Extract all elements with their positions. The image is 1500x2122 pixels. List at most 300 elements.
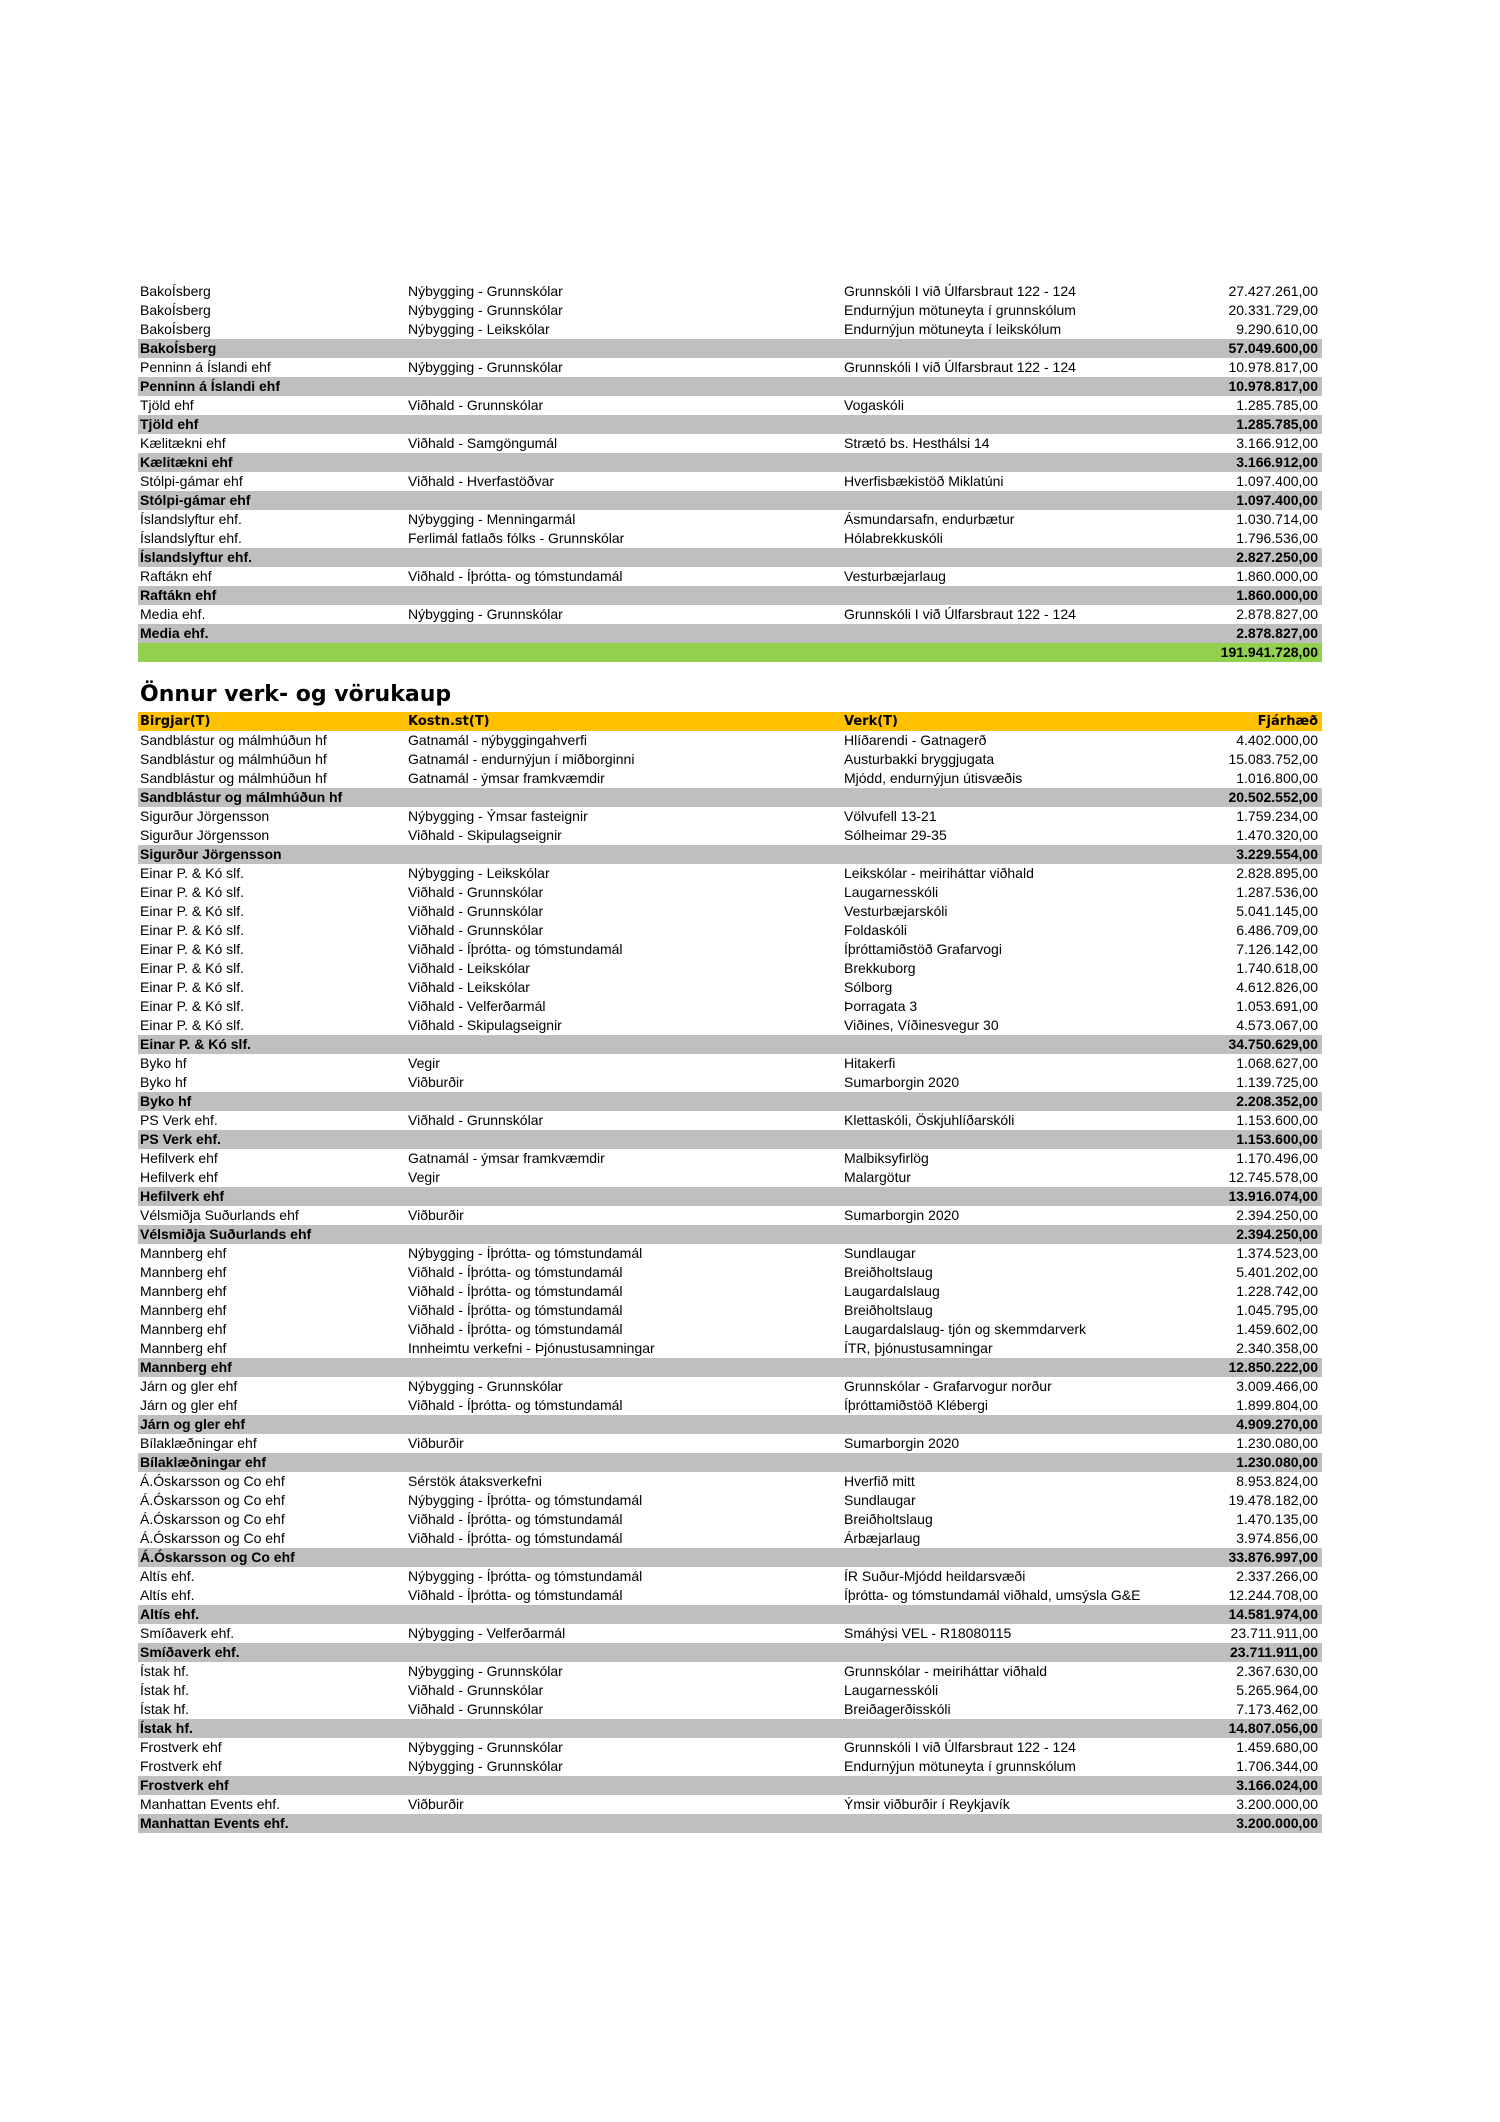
- subtotal-row: [138, 586, 1322, 605]
- amount-cell: 4.573.067,00: [1236, 1017, 1318, 1033]
- cost-center-cell: Viðhald - Íþrótta- og tómstundamál: [408, 1530, 623, 1546]
- project-cell: Malargötur: [844, 1169, 911, 1185]
- supplier-cell: Mannberg ehf: [140, 1302, 227, 1318]
- cost-center-cell: Viðhald - Grunnskólar: [408, 1701, 544, 1717]
- cost-center-cell: Innheimtu verkefni - Þjónustusamningar: [408, 1340, 655, 1356]
- amount-cell: 20.331.729,00: [1228, 302, 1318, 318]
- subtotal-row: [138, 845, 1322, 864]
- supplier-cell: Íslandslyftur ehf.: [140, 530, 242, 546]
- amount-cell: 4.612.826,00: [1236, 979, 1318, 995]
- supplier-cell: Einar P. & Kó slf.: [140, 903, 245, 919]
- table-row: [138, 1700, 1322, 1719]
- amount-cell: 2.208.352,00: [1236, 1093, 1318, 1109]
- supplier-cell: BakoÍsberg: [140, 340, 217, 356]
- supplier-cell: Einar P. & Kó slf.: [140, 884, 245, 900]
- amount-cell: 191.941.728,00: [1220, 644, 1318, 660]
- project-cell: Hlíðarendi - Gatnagerð: [844, 732, 987, 748]
- table-row: [138, 769, 1322, 788]
- supplier-cell: BakoÍsberg: [140, 302, 211, 318]
- amount-cell: 5.265.964,00: [1236, 1682, 1318, 1698]
- project-cell: Grunnskóli I við Úlfarsbraut 122 - 124: [844, 359, 1076, 375]
- subtotal-row: [138, 1814, 1322, 1833]
- amount-cell: 2.878.827,00: [1236, 606, 1318, 622]
- subtotal-row: [138, 548, 1322, 567]
- table-row: [138, 320, 1322, 339]
- supplier-cell: Mannberg ehf: [140, 1359, 232, 1375]
- cost-center-cell: Viðburðir: [408, 1074, 464, 1090]
- supplier-cell: Bílaklæðningar ehf: [140, 1454, 267, 1470]
- subtotal-row: [138, 1415, 1322, 1434]
- amount-cell: 1.740.618,00: [1236, 960, 1318, 976]
- supplier-cell: BakoÍsberg: [140, 283, 211, 299]
- amount-cell: 4.909.270,00: [1236, 1416, 1318, 1432]
- supplier-cell: BakoÍsberg: [140, 321, 211, 337]
- amount-cell: 1.097.400,00: [1236, 492, 1318, 508]
- header-supplier: Birgjar(T): [140, 714, 211, 729]
- section-title: Önnur verk- og vörukaup: [140, 682, 452, 707]
- cost-center-cell: Nýbygging - Ýmsar fasteignir: [408, 808, 588, 824]
- supplier-cell: Stólpi-gámar ehf: [140, 492, 251, 508]
- cost-center-cell: Nýbygging - Grunnskólar: [408, 302, 563, 318]
- project-cell: Laugarnesskóli: [844, 884, 939, 900]
- amount-cell: 12.244.708,00: [1228, 1587, 1318, 1603]
- supplier-cell: Tjöld ehf: [140, 397, 194, 413]
- supplier-cell: Bílaklæðningar ehf: [140, 1435, 257, 1451]
- subtotal-row: [138, 788, 1322, 807]
- subtotal-row: [138, 1358, 1322, 1377]
- amount-cell: 1.287.536,00: [1236, 884, 1318, 900]
- table-row: [138, 1396, 1322, 1415]
- table-row: [138, 959, 1322, 978]
- table-row: [138, 472, 1322, 491]
- supplier-cell: Ístak hf.: [140, 1682, 190, 1698]
- table-1: [138, 282, 1322, 662]
- supplier-cell: Á.Óskarsson og Co ehf: [140, 1530, 285, 1546]
- amount-cell: 5.401.202,00: [1236, 1264, 1318, 1280]
- project-cell: Laugarnesskóli: [844, 1682, 939, 1698]
- table-row: [138, 282, 1322, 301]
- cost-center-cell: Nýbygging - Grunnskólar: [408, 283, 563, 299]
- subtotal-row: [138, 1776, 1322, 1795]
- supplier-cell: PS Verk ehf.: [140, 1112, 218, 1128]
- cost-center-cell: Viðhald - Samgöngumál: [408, 435, 558, 451]
- project-cell: Íþróttamiðstöð Grafarvogi: [844, 941, 1002, 957]
- table-row: [138, 396, 1322, 415]
- cost-center-cell: Viðhald - Grunnskólar: [408, 884, 544, 900]
- cost-center-cell: Viðhald - Íþrótta- og tómstundamál: [408, 1511, 623, 1527]
- supplier-cell: Járn og gler ehf: [140, 1416, 246, 1432]
- cost-center-cell: Nýbygging - Leikskólar: [408, 865, 550, 881]
- project-cell: Hverfið mitt: [844, 1473, 915, 1489]
- amount-cell: 10.978.817,00: [1228, 378, 1318, 394]
- amount-cell: 1.285.785,00: [1236, 397, 1318, 413]
- cost-center-cell: Vegir: [408, 1055, 440, 1071]
- amount-cell: 1.459.602,00: [1236, 1321, 1318, 1337]
- cost-center-cell: Nýbygging - Grunnskólar: [408, 606, 563, 622]
- table-row: [138, 1016, 1322, 1035]
- amount-cell: 23.711.911,00: [1230, 1644, 1318, 1660]
- supplier-cell: Á.Óskarsson og Co ehf: [140, 1549, 295, 1565]
- project-cell: Grunnskóli I við Úlfarsbraut 122 - 124: [844, 1739, 1076, 1755]
- project-cell: Grunnskóli I við Úlfarsbraut 122 - 124: [844, 606, 1076, 622]
- supplier-cell: Hefilverk ehf: [140, 1150, 218, 1166]
- supplier-cell: Mannberg ehf: [140, 1245, 227, 1261]
- table-row: [138, 997, 1322, 1016]
- project-cell: ÍR Suður-Mjódd heildarsvæði: [844, 1568, 1026, 1584]
- project-cell: Viðines, Víðinesvegur 30: [844, 1017, 999, 1033]
- cost-center-cell: Nýbygging - Íþrótta- og tómstundamál: [408, 1568, 643, 1584]
- amount-cell: 1.016.800,00: [1236, 770, 1318, 786]
- subtotal-row: [138, 377, 1322, 396]
- table-row: [138, 1586, 1322, 1605]
- amount-cell: 2.394.250,00: [1236, 1207, 1318, 1223]
- header-project: Verk(T): [844, 714, 898, 729]
- supplier-cell: Einar P. & Kó slf.: [140, 979, 245, 995]
- amount-cell: 15.083.752,00: [1228, 751, 1318, 767]
- amount-cell: 1.068.627,00: [1236, 1055, 1318, 1071]
- table-row: [138, 1491, 1322, 1510]
- supplier-cell: Ístak hf.: [140, 1720, 193, 1736]
- cost-center-cell: Viðhald - Grunnskólar: [408, 903, 544, 919]
- supplier-cell: Smíðaverk ehf.: [140, 1644, 240, 1660]
- table-row: [138, 1472, 1322, 1491]
- cost-center-cell: Nýbygging - Menningarmál: [408, 511, 576, 527]
- project-cell: Hverfisbækistöð Miklatúni: [844, 473, 1004, 489]
- project-cell: Sólheimar 29-35: [844, 827, 947, 843]
- amount-cell: 1.374.523,00: [1236, 1245, 1318, 1261]
- supplier-cell: Kælitækni ehf: [140, 435, 226, 451]
- project-cell: Ásmundarsafn, endurbætur: [844, 511, 1015, 527]
- table-row: [138, 1795, 1322, 1814]
- cost-center-cell: Nýbygging - Grunnskólar: [408, 359, 563, 375]
- project-cell: Sumarborgin 2020: [844, 1207, 960, 1223]
- project-cell: Hólabrekkuskóli: [844, 530, 943, 546]
- table-row: [138, 1073, 1322, 1092]
- table-row: [138, 807, 1322, 826]
- project-cell: Brekkuborg: [844, 960, 916, 976]
- supplier-cell: Mannberg ehf: [140, 1283, 227, 1299]
- project-cell: Sundlaugar: [844, 1245, 916, 1261]
- supplier-cell: Altís ehf.: [140, 1587, 195, 1603]
- amount-cell: 12.850.222,00: [1228, 1359, 1318, 1375]
- table-row: [138, 1567, 1322, 1586]
- amount-cell: 2.827.250,00: [1236, 549, 1318, 565]
- amount-cell: 14.581.974,00: [1228, 1606, 1318, 1622]
- header-amount: Fjárhæð: [1257, 714, 1318, 729]
- amount-cell: 1.139.725,00: [1236, 1074, 1318, 1090]
- amount-cell: 20.502.552,00: [1228, 789, 1318, 805]
- amount-cell: 2.337.266,00: [1236, 1568, 1318, 1584]
- cost-center-cell: Viðhald - Íþrótta- og tómstundamál: [408, 1587, 623, 1603]
- amount-cell: 1.860.000,00: [1236, 587, 1318, 603]
- amount-cell: 1.860.000,00: [1236, 568, 1318, 584]
- amount-cell: 1.230.080,00: [1236, 1454, 1318, 1470]
- supplier-cell: Sigurður Jörgensson: [140, 808, 270, 824]
- cost-center-cell: Nýbygging - Íþrótta- og tómstundamál: [408, 1245, 643, 1261]
- table-row: [138, 902, 1322, 921]
- supplier-cell: Sandblástur og málmhúðun hf: [140, 732, 327, 748]
- project-cell: Endurnýjun mötuneyta í grunnskólum: [844, 302, 1076, 318]
- amount-cell: 3.200.000,00: [1236, 1815, 1318, 1831]
- subtotal-row: [138, 453, 1322, 472]
- amount-cell: 1.459.680,00: [1236, 1739, 1318, 1755]
- amount-cell: 1.053.691,00: [1236, 998, 1318, 1014]
- cost-center-cell: Gatnamál - ýmsar framkvæmdir: [408, 1150, 605, 1166]
- table-row: [138, 1624, 1322, 1643]
- amount-cell: 1.706.344,00: [1236, 1758, 1318, 1774]
- cost-center-cell: Viðhald - Íþrótta- og tómstundamál: [408, 568, 623, 584]
- project-cell: Smáhýsi VEL - R18080115: [844, 1625, 1012, 1641]
- cost-center-cell: Viðhald - Grunnskólar: [408, 922, 544, 938]
- supplier-cell: Ístak hf.: [140, 1701, 190, 1717]
- supplier-cell: Járn og gler ehf: [140, 1397, 238, 1413]
- amount-cell: 10.978.817,00: [1228, 359, 1318, 375]
- supplier-cell: Sandblástur og málmhúðun hf: [140, 770, 327, 786]
- table-row: [138, 1282, 1322, 1301]
- project-cell: Grunnskóli I við Úlfarsbraut 122 - 124: [844, 283, 1076, 299]
- cost-center-cell: Viðhald - Leikskólar: [408, 979, 530, 995]
- project-cell: Laugardalslaug- tjón og skemmdarverk: [844, 1321, 1087, 1337]
- project-cell: Völvufell 13-21: [844, 808, 937, 824]
- cost-center-cell: Viðhald - Íþrótta- og tómstundamál: [408, 1283, 623, 1299]
- subtotal-row: [138, 1453, 1322, 1472]
- subtotal-row: [138, 624, 1322, 643]
- cost-center-cell: Nýbygging - Grunnskólar: [408, 1378, 563, 1394]
- table-row: [138, 1510, 1322, 1529]
- table-row: [138, 529, 1322, 548]
- subtotal-row: [138, 491, 1322, 510]
- cost-center-cell: Viðhald - Íþrótta- og tómstundamál: [408, 1397, 623, 1413]
- cost-center-cell: Sérstök átaksverkefni: [408, 1473, 542, 1489]
- project-cell: Þorragata 3: [844, 998, 918, 1014]
- table-row: [138, 921, 1322, 940]
- table-row: [138, 940, 1322, 959]
- supplier-cell: Sigurður Jörgensson: [140, 846, 282, 862]
- table-row: [138, 1149, 1322, 1168]
- amount-cell: 23.711.911,00: [1230, 1625, 1318, 1641]
- project-cell: Árbæjarlaug: [844, 1530, 921, 1546]
- subtotal-row: [138, 1719, 1322, 1738]
- table-row: [138, 510, 1322, 529]
- supplier-cell: Íslandslyftur ehf.: [140, 549, 253, 565]
- cost-center-cell: Vegir: [408, 1169, 440, 1185]
- cost-center-cell: Viðhald - Skipulagseignir: [408, 1017, 562, 1033]
- project-cell: Endurnýjun mötuneyta í grunnskólum: [844, 1758, 1076, 1774]
- supplier-cell: Byko hf: [140, 1055, 187, 1071]
- amount-cell: 1.470.135,00: [1236, 1511, 1318, 1527]
- table-row: [138, 1244, 1322, 1263]
- supplier-cell: Raftákn ehf: [140, 568, 212, 584]
- amount-cell: 2.367.630,00: [1236, 1663, 1318, 1679]
- amount-cell: 3.009.466,00: [1236, 1378, 1318, 1394]
- amount-cell: 1.045.795,00: [1236, 1302, 1318, 1318]
- supplier-cell: Kælitækni ehf: [140, 454, 233, 470]
- amount-cell: 1.899.804,00: [1236, 1397, 1318, 1413]
- amount-cell: 14.807.056,00: [1228, 1720, 1318, 1736]
- table-row: [138, 1263, 1322, 1282]
- supplier-cell: Hefilverk ehf: [140, 1188, 225, 1204]
- table-row: [138, 1320, 1322, 1339]
- amount-cell: 4.402.000,00: [1236, 732, 1318, 748]
- supplier-cell: Frostverk ehf: [140, 1777, 229, 1793]
- supplier-cell: Hefilverk ehf: [140, 1169, 218, 1185]
- supplier-cell: Á.Óskarsson og Co ehf: [140, 1492, 285, 1508]
- amount-cell: 1.030.714,00: [1236, 511, 1318, 527]
- table-row: [138, 1339, 1322, 1358]
- table-row: [138, 1662, 1322, 1681]
- project-cell: Íþróttamiðstöð Klébergi: [844, 1397, 988, 1413]
- table-row: [138, 1738, 1322, 1757]
- cost-center-cell: Ferlimál fatlaðs fólks - Grunnskólar: [408, 530, 625, 546]
- amount-cell: 8.953.824,00: [1236, 1473, 1318, 1489]
- amount-cell: 1.097.400,00: [1236, 473, 1318, 489]
- supplier-cell: Járn og gler ehf: [140, 1378, 238, 1394]
- table-row: [138, 1168, 1322, 1187]
- project-cell: Grunnskólar - meiriháttar viðhald: [844, 1663, 1048, 1679]
- supplier-cell: Einar P. & Kó slf.: [140, 998, 245, 1014]
- supplier-cell: Mannberg ehf: [140, 1321, 227, 1337]
- table-row: [138, 883, 1322, 902]
- supplier-cell: Einar P. & Kó slf.: [140, 941, 245, 957]
- amount-cell: 3.229.554,00: [1236, 846, 1318, 862]
- project-cell: Hitakerfi: [844, 1055, 896, 1071]
- amount-cell: 1.228.742,00: [1236, 1283, 1318, 1299]
- project-cell: Vesturbæjarlaug: [844, 568, 946, 584]
- cost-center-cell: Viðhald - Skipulagseignir: [408, 827, 562, 843]
- supplier-cell: Byko hf: [140, 1093, 192, 1109]
- project-cell: Vesturbæjarskóli: [844, 903, 948, 919]
- project-cell: Breiðholtslaug: [844, 1264, 933, 1280]
- subtotal-row: [138, 1187, 1322, 1206]
- table-row: [138, 731, 1322, 750]
- supplier-cell: Vélsmiðja Suðurlands ehf: [140, 1226, 312, 1242]
- subtotal-row: [138, 1605, 1322, 1624]
- amount-cell: 5.041.145,00: [1236, 903, 1318, 919]
- supplier-cell: Frostverk ehf: [140, 1758, 222, 1774]
- table-row: [138, 1206, 1322, 1225]
- amount-cell: 1.230.080,00: [1236, 1435, 1318, 1451]
- cost-center-cell: Viðhald - Grunnskólar: [408, 1112, 544, 1128]
- supplier-cell: Byko hf: [140, 1074, 187, 1090]
- amount-cell: 33.876.997,00: [1228, 1549, 1318, 1565]
- subtotal-row: [138, 1092, 1322, 1111]
- amount-cell: 1.170.496,00: [1236, 1150, 1318, 1166]
- supplier-cell: PS Verk ehf.: [140, 1131, 221, 1147]
- project-cell: Sumarborgin 2020: [844, 1074, 960, 1090]
- project-cell: Mjódd, endurnýjun útisvæðis: [844, 770, 1023, 786]
- cost-center-cell: Nýbygging - Velferðarmál: [408, 1625, 566, 1641]
- supplier-cell: Einar P. & Kó slf.: [140, 1036, 251, 1052]
- amount-cell: 13.916.074,00: [1228, 1188, 1318, 1204]
- supplier-cell: Altís ehf.: [140, 1606, 200, 1622]
- supplier-cell: Einar P. & Kó slf.: [140, 1017, 245, 1033]
- cost-center-cell: Viðhald - Hverfastöðvar: [408, 473, 555, 489]
- cost-center-cell: Viðhald - Íþrótta- og tómstundamál: [408, 1264, 623, 1280]
- amount-cell: 3.166.912,00: [1236, 435, 1318, 451]
- cost-center-cell: Gatnamál - nýbyggingahverfi: [408, 732, 587, 748]
- table-row: [138, 978, 1322, 997]
- amount-cell: 27.427.261,00: [1228, 283, 1318, 299]
- amount-cell: 3.974.856,00: [1236, 1530, 1318, 1546]
- project-cell: ÍTR, þjónustusamningar: [844, 1340, 993, 1356]
- amount-cell: 1.153.600,00: [1236, 1131, 1318, 1147]
- amount-cell: 34.750.629,00: [1228, 1036, 1318, 1052]
- project-cell: Sólborg: [844, 979, 893, 995]
- amount-cell: 7.126.142,00: [1236, 941, 1318, 957]
- subtotal-row: [138, 1130, 1322, 1149]
- amount-cell: 1.796.536,00: [1236, 530, 1318, 546]
- supplier-cell: Altís ehf.: [140, 1568, 195, 1584]
- supplier-cell: Manhattan Events ehf.: [140, 1815, 289, 1831]
- amount-cell: 2.340.358,00: [1236, 1340, 1318, 1356]
- supplier-cell: Media ehf.: [140, 606, 206, 622]
- table-header: [138, 712, 1322, 731]
- amount-cell: 57.049.600,00: [1228, 340, 1318, 356]
- project-cell: Breiðagerðisskóli: [844, 1701, 951, 1717]
- table-row: [138, 1529, 1322, 1548]
- table-row: [138, 864, 1322, 883]
- subtotal-row: [138, 1548, 1322, 1567]
- supplier-cell: Einar P. & Kó slf.: [140, 865, 245, 881]
- cost-center-cell: Nýbygging - Íþrótta- og tómstundamál: [408, 1492, 643, 1508]
- amount-cell: 12.745.578,00: [1228, 1169, 1318, 1185]
- project-cell: Sundlaugar: [844, 1492, 916, 1508]
- table-row: [138, 826, 1322, 845]
- project-cell: Laugardalslaug: [844, 1283, 940, 1299]
- supplier-cell: Manhattan Events ehf.: [140, 1796, 281, 1812]
- amount-cell: 9.290.610,00: [1236, 321, 1318, 337]
- amount-cell: 19.478.182,00: [1228, 1492, 1318, 1508]
- project-cell: Íþrótta- og tómstundamál viðhald, umsýsla G&E: [844, 1587, 1141, 1603]
- project-cell: Breiðholtslaug: [844, 1511, 933, 1527]
- cost-center-cell: Viðhald - Leikskólar: [408, 960, 530, 976]
- supplier-cell: Á.Óskarsson og Co ehf: [140, 1473, 285, 1489]
- project-cell: Grunnskólar - Grafarvogur norður: [844, 1378, 1052, 1394]
- table-row: [138, 1301, 1322, 1320]
- cost-center-cell: Nýbygging - Leikskólar: [408, 321, 550, 337]
- supplier-cell: Frostverk ehf: [140, 1739, 222, 1755]
- table-2: [138, 712, 1322, 1833]
- supplier-cell: Penninn á Íslandi ehf: [140, 359, 271, 375]
- supplier-cell: Mannberg ehf: [140, 1264, 227, 1280]
- cost-center-cell: Viðhald - Íþrótta- og tómstundamál: [408, 1302, 623, 1318]
- project-cell: Vogaskóli: [844, 397, 904, 413]
- supplier-cell: Media ehf.: [140, 625, 209, 641]
- supplier-cell: Á.Óskarsson og Co ehf: [140, 1511, 285, 1527]
- project-cell: Austurbakki bryggjugata: [844, 751, 995, 767]
- cost-center-cell: Viðhald - Grunnskólar: [408, 1682, 544, 1698]
- cost-center-cell: Viðburðir: [408, 1796, 464, 1812]
- cost-center-cell: Gatnamál - endurnýjun í miðborginni: [408, 751, 635, 767]
- supplier-cell: Einar P. & Kó slf.: [140, 922, 245, 938]
- table-row: [138, 750, 1322, 769]
- supplier-cell: Smíðaverk ehf.: [140, 1625, 235, 1641]
- subtotal-row: [138, 339, 1322, 358]
- subtotal-row: [138, 1035, 1322, 1054]
- project-cell: Strætó bs. Hesthálsi 14: [844, 435, 990, 451]
- amount-cell: 2.394.250,00: [1236, 1226, 1318, 1242]
- supplier-cell: Sandblástur og málmhúðun hf: [140, 751, 327, 767]
- amount-cell: 1.153.600,00: [1236, 1112, 1318, 1128]
- amount-cell: 2.828.895,00: [1236, 865, 1318, 881]
- table-row: [138, 1681, 1322, 1700]
- table-row: [138, 358, 1322, 377]
- amount-cell: 2.878.827,00: [1236, 625, 1318, 641]
- cost-center-cell: Nýbygging - Grunnskólar: [408, 1739, 563, 1755]
- supplier-cell: Mannberg ehf: [140, 1340, 227, 1356]
- supplier-cell: Íslandslyftur ehf.: [140, 511, 242, 527]
- table-row: [138, 301, 1322, 320]
